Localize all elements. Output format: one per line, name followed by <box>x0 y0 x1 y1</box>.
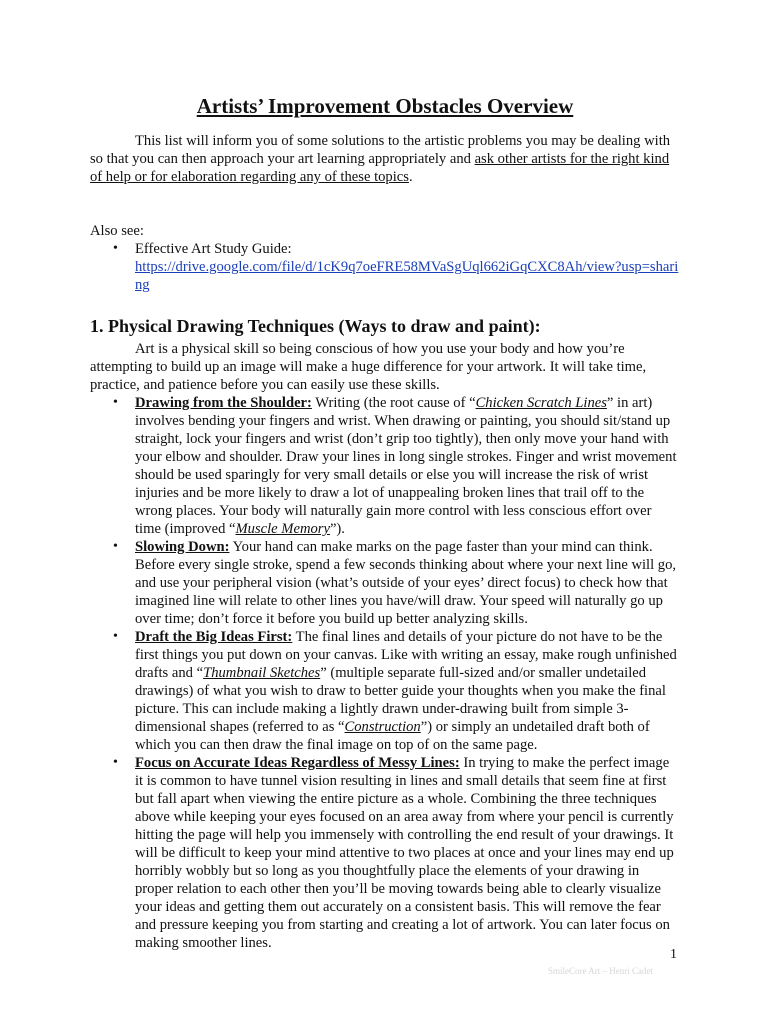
bullet-text: Writing (the root cause of “ <box>311 395 476 411</box>
section-heading: 1. Physical Drawing Techniques (Ways to draw and paint): <box>90 316 541 336</box>
study-guide-link[interactable]: https://drive.google.com/file/d/1cK9q7oeFRE58MVaSgUql662iGqCXC8Ah/view?usp=sharing <box>135 259 679 293</box>
bullet-text: ”). <box>329 521 345 537</box>
term: Construction <box>344 719 421 735</box>
footer-watermark: SmileCore Art – Henri Cadet <box>548 966 653 976</box>
bullet-text: ” (multiple separate full-sized and/or smaller undetailed drawings) of what you wish to draw to better guide your thoughts when you make the final picture. This can include making a lightly drawn under-drawing built from simple 3-dimensional shapes (referred to as “ <box>135 665 666 735</box>
intro-end: . <box>408 169 413 185</box>
also-see-list <box>90 240 680 294</box>
bullet-heading: Focus on Accurate Ideas Regardless of Messy Lines: <box>135 755 460 771</box>
bullet-heading: Slowing Down: <box>135 539 230 555</box>
term: Muscle Memory <box>235 521 330 537</box>
list-item <box>135 394 680 538</box>
list-item <box>135 754 680 952</box>
intro-paragraph <box>90 132 680 186</box>
term: Thumbnail Sketches <box>203 665 321 681</box>
section-intro: Art is a physical skill so being conscious of how you use your body and how you’re attempting to build up an image will make a huge difference for your artwork. It will take time, practice, and patience before you can easily use these skills. <box>90 341 647 393</box>
bullet-heading: Drawing from the Shoulder: <box>135 395 312 411</box>
also-see-label: Also see: <box>90 223 144 239</box>
document-page <box>90 92 680 952</box>
techniques-list <box>90 394 680 952</box>
intro-text: This list will inform you of some solutions to the artistic problems you may be dealing with so that you can then approach your art learning appropriately and <box>90 133 671 167</box>
list-item <box>135 538 680 628</box>
bullet-text: The final lines and details of your picture do not have to be the first things you put down on your canvas. Like with writing an essay, make rough unfinished drafts and “ <box>135 629 677 681</box>
study-guide-label: Effective Art Study Guide: <box>135 241 292 257</box>
list-item <box>135 240 680 294</box>
bullet-text: Your hand can make marks on the page faster than your mind can think. Before every single stroke, spend a few seconds thinking about where your next line will go, and use your peripheral vision (what’s outside of your eyes’ direct focus) to check how that imagined line will relate to other lines you have/will draw. Your speed will naturally go up over time; don’t force it before you build up better analyzing skills. <box>135 539 677 627</box>
list-item <box>135 628 680 754</box>
term: Chicken Scratch Lines <box>475 395 607 411</box>
document-title: Artists’ Improvement Obstacles Overview <box>196 94 574 118</box>
intro-underlined-text: ask other artists for the right kind of help or for elaboration regarding any of these topics <box>90 151 670 185</box>
page-number: 1 <box>670 947 677 962</box>
bullet-text: ”) or simply an undetailed draft both of which you can then draw the final image on top of on the same page. <box>135 719 650 753</box>
bullet-heading: Draft the Big Ideas First: <box>135 629 293 645</box>
bullet-text: In trying to make the perfect image it is common to have tunnel vision resulting in lines and small details that seem fine at first but fall apart when viewing the entire picture as a whole. Combining the three techniques above while keeping your eyes focused on an area away from where your pencil is currently hitting the page will help you immensely with controlling the end result of your drawings. It will be difficult to keep your mind attentive to two places at once and your lines may end up horribly wobbly but so long as you thoughtfully place the elements of your drawing in proper relation to each other then you’ll be moving towards being able to clearly visualize your ideas and getting them out accurately on a consistent basis. This will remove the fear and pressure keeping you from starting and creating a lot of artwork. You can later focus on making smoother lines. <box>135 755 674 951</box>
bullet-text: ” in art) involves bending your fingers and wrist. When drawing or painting, you should sit/stand up straight, lock your fingers and wrist (don’t grip too tightly), then only move your hand with your elbow and shoulder. Draw your lines in long single strokes. Finger and wrist movement should be used sparingly for very small details or else you will increase the risk of wrist injuries and be more likely to draw a lot of unappealing broken lines that trail off to the wrong places. Your body will naturally gain more control with less conscious effort over time (improved “ <box>135 395 677 537</box>
